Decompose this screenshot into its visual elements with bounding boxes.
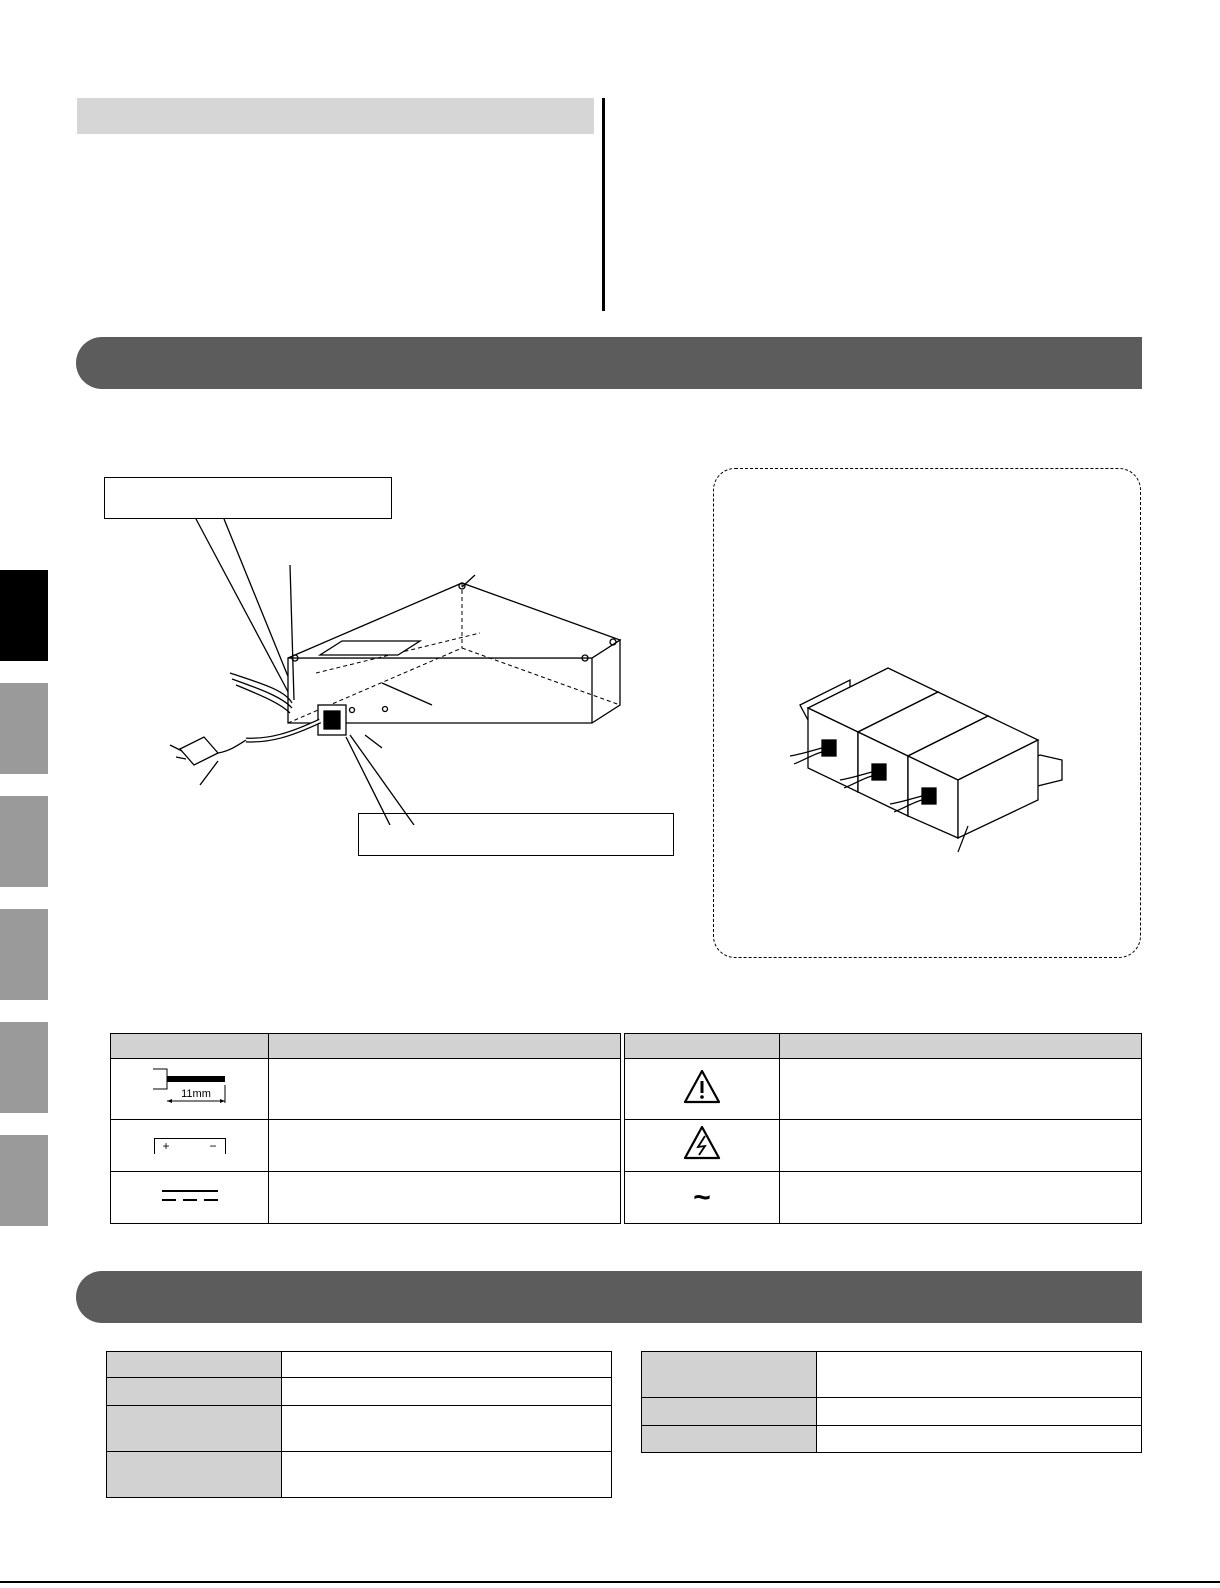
description-header-cell <box>780 1034 1142 1059</box>
table-row <box>642 1398 1142 1426</box>
shock-symbol-cell <box>625 1120 780 1172</box>
wire-strip-icon <box>145 1065 235 1109</box>
section-band-installation <box>76 337 1142 389</box>
description-cell <box>780 1059 1142 1120</box>
dc-symbol-cell <box>111 1172 269 1224</box>
minus-sign: − <box>209 1138 217 1153</box>
alternating-current-icon: ~ <box>693 1180 711 1214</box>
side-tab-5[interactable] <box>0 1022 48 1113</box>
spec-table-right <box>641 1351 1142 1453</box>
table-row <box>111 1172 1142 1224</box>
polarity-symbol-cell <box>111 1120 269 1172</box>
description-cell <box>269 1172 621 1224</box>
electric-shock-icon <box>682 1124 722 1162</box>
page-bottom-rule <box>0 1581 1220 1583</box>
description-cell <box>269 1059 621 1120</box>
spec-value-cell <box>817 1398 1142 1426</box>
column-header-bar <box>77 98 594 134</box>
ac-symbol-cell <box>625 1172 780 1224</box>
spec-value-cell <box>817 1352 1142 1398</box>
power-unit-illustration <box>120 505 680 825</box>
spec-label-cell <box>107 1406 282 1452</box>
symbols-table <box>110 1033 1142 1224</box>
table-row <box>111 1059 1142 1120</box>
table-row <box>107 1452 612 1498</box>
plus-sign: + <box>162 1138 170 1153</box>
spec-value-cell <box>282 1406 612 1452</box>
table-row <box>642 1426 1142 1453</box>
table-row <box>107 1378 612 1406</box>
spec-table-left <box>106 1351 612 1498</box>
description-header-cell <box>269 1034 621 1059</box>
warning-triangle-icon <box>682 1068 722 1106</box>
direct-current-icon <box>158 1185 222 1205</box>
symbols-table-header <box>111 1034 1142 1059</box>
description-cell <box>780 1120 1142 1172</box>
spec-label-cell <box>107 1452 282 1498</box>
rack-mount-illustration <box>790 660 1090 870</box>
spec-value-cell <box>282 1452 612 1498</box>
table-row <box>107 1406 612 1452</box>
spec-label-cell <box>107 1352 282 1378</box>
spec-value-cell <box>282 1378 612 1406</box>
symbol-header-cell <box>625 1034 780 1059</box>
spec-value-cell <box>817 1426 1142 1453</box>
side-tab-active[interactable] <box>0 570 48 661</box>
section-band-specifications <box>76 1271 1142 1323</box>
spec-label-cell <box>642 1426 817 1453</box>
description-cell <box>780 1172 1142 1224</box>
spec-label-cell <box>107 1378 282 1406</box>
side-tab-4[interactable] <box>0 909 48 1000</box>
strip-length-label: 11mm <box>180 1087 211 1100</box>
column-divider <box>602 98 605 311</box>
spec-label-cell <box>642 1398 817 1426</box>
table-row <box>107 1352 612 1378</box>
warning-symbol-cell <box>625 1059 780 1120</box>
side-tab-3[interactable] <box>0 796 48 887</box>
description-cell <box>269 1120 621 1172</box>
table-row <box>111 1120 1142 1172</box>
side-tab-6[interactable] <box>0 1135 48 1226</box>
wire-strip-symbol-cell <box>111 1059 269 1120</box>
spec-label-cell <box>642 1352 817 1398</box>
table-row <box>642 1352 1142 1398</box>
spec-value-cell <box>282 1352 612 1378</box>
symbol-header-cell <box>111 1034 269 1059</box>
polarity-icon <box>154 1138 226 1154</box>
side-tab-2[interactable] <box>0 683 48 774</box>
